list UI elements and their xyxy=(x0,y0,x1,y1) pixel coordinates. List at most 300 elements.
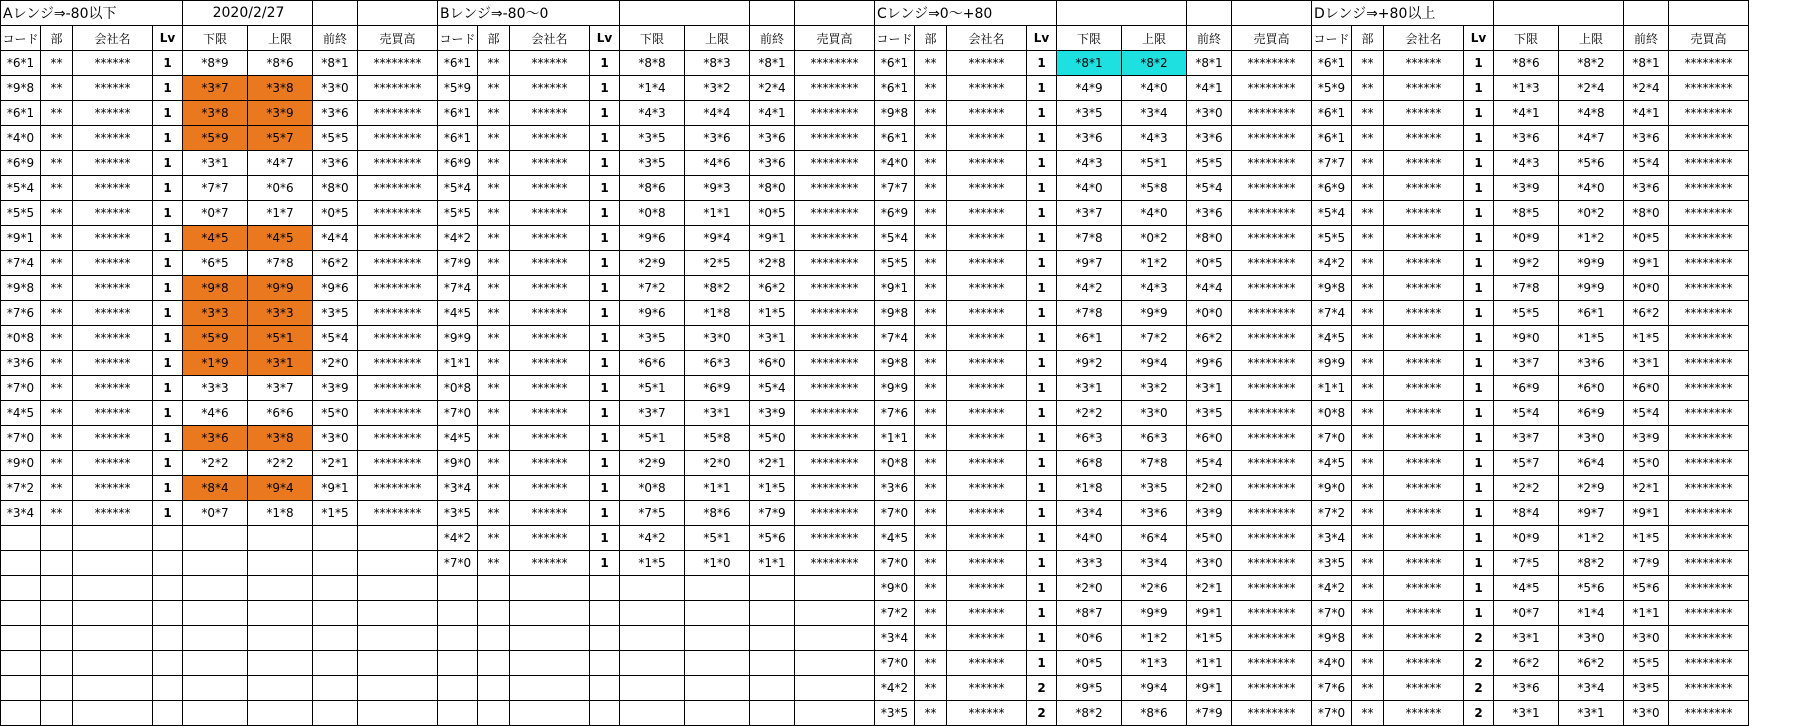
upper-limit-cell[interactable]: *9*4 xyxy=(685,226,750,251)
lv-cell[interactable]: 1 xyxy=(153,226,183,251)
empty-cell[interactable] xyxy=(358,701,438,726)
company-name-cell[interactable]: ****** xyxy=(1384,151,1464,176)
empty-cell[interactable] xyxy=(795,601,875,626)
company-name-cell[interactable]: ****** xyxy=(510,151,590,176)
prev-close-cell[interactable]: *7*9 xyxy=(1187,701,1232,726)
volume-cell[interactable]: ******** xyxy=(1669,276,1749,301)
company-name-cell[interactable]: ****** xyxy=(947,176,1027,201)
code-cell[interactable]: *0*8 xyxy=(875,451,915,476)
bu-cell[interactable]: ** xyxy=(1352,401,1384,426)
lower-limit-cell[interactable]: *9*2 xyxy=(1494,251,1559,276)
lower-limit-cell[interactable]: *4*3 xyxy=(620,101,685,126)
lower-limit-cell[interactable]: *3*5 xyxy=(620,151,685,176)
prev-close-cell[interactable]: *3*1 xyxy=(1624,351,1669,376)
upper-limit-cell[interactable]: *9*3 xyxy=(685,176,750,201)
empty-cell[interactable] xyxy=(685,676,750,701)
lower-limit-cell[interactable]: *6*3 xyxy=(1057,426,1122,451)
upper-limit-cell[interactable]: *8*6 xyxy=(685,501,750,526)
lv-cell[interactable]: 1 xyxy=(590,51,620,76)
bu-cell[interactable]: ** xyxy=(915,376,947,401)
lower-limit-cell[interactable]: *6*6 xyxy=(620,351,685,376)
empty-cell[interactable] xyxy=(153,701,183,726)
company-name-cell[interactable]: ****** xyxy=(947,476,1027,501)
bu-cell[interactable]: ** xyxy=(1352,251,1384,276)
upper-limit-cell[interactable]: *1*3 xyxy=(1122,651,1187,676)
lower-limit-cell[interactable]: *4*3 xyxy=(1494,151,1559,176)
company-name-cell[interactable]: ****** xyxy=(73,276,153,301)
code-cell[interactable]: *5*5 xyxy=(438,201,478,226)
company-name-cell[interactable]: ****** xyxy=(947,376,1027,401)
empty-cell[interactable] xyxy=(795,651,875,676)
prev-close-cell[interactable]: *9*1 xyxy=(1624,501,1669,526)
bu-cell[interactable]: ** xyxy=(915,276,947,301)
volume-cell[interactable]: ******** xyxy=(358,476,438,501)
volume-cell[interactable]: ******** xyxy=(795,376,875,401)
company-name-cell[interactable]: ****** xyxy=(1384,601,1464,626)
lower-limit-cell[interactable]: *4*2 xyxy=(1057,276,1122,301)
company-name-cell[interactable]: ****** xyxy=(1384,626,1464,651)
bu-cell[interactable]: ** xyxy=(1352,51,1384,76)
header-upper[interactable]: 上限 xyxy=(1559,26,1624,51)
upper-limit-cell[interactable]: *6*3 xyxy=(1122,426,1187,451)
lv-cell[interactable]: 1 xyxy=(153,476,183,501)
prev-close-cell[interactable]: *0*5 xyxy=(1187,251,1232,276)
empty-cell[interactable] xyxy=(438,626,478,651)
volume-cell[interactable]: ******** xyxy=(795,501,875,526)
volume-cell[interactable]: ******** xyxy=(795,476,875,501)
prev-close-cell[interactable]: *5*0 xyxy=(313,401,358,426)
bu-cell[interactable]: ** xyxy=(915,101,947,126)
bu-cell[interactable]: ** xyxy=(478,126,510,151)
bu-cell[interactable]: ** xyxy=(41,251,73,276)
bu-cell[interactable]: ** xyxy=(915,326,947,351)
prev-close-cell[interactable]: *5*5 xyxy=(1187,151,1232,176)
prev-close-cell[interactable]: *8*0 xyxy=(750,176,795,201)
lower-limit-cell[interactable]: *1*5 xyxy=(620,551,685,576)
bu-cell[interactable]: ** xyxy=(915,451,947,476)
lv-cell[interactable]: 1 xyxy=(1464,226,1494,251)
code-cell[interactable]: *7*0 xyxy=(1,376,41,401)
upper-limit-cell[interactable]: *3*0 xyxy=(1559,426,1624,451)
volume-cell[interactable]: ******** xyxy=(1669,201,1749,226)
upper-limit-cell[interactable]: *2*0 xyxy=(685,451,750,476)
prev-close-cell[interactable]: *4*4 xyxy=(1187,276,1232,301)
code-cell[interactable]: *6*1 xyxy=(875,126,915,151)
bu-cell[interactable]: ** xyxy=(41,101,73,126)
prev-close-cell[interactable]: *6*0 xyxy=(1624,376,1669,401)
lower-limit-cell[interactable]: *4*1 xyxy=(1494,101,1559,126)
volume-cell[interactable]: ******** xyxy=(1232,701,1312,726)
bu-cell[interactable]: ** xyxy=(915,151,947,176)
lv-cell[interactable]: 1 xyxy=(1027,301,1057,326)
volume-cell[interactable]: ******** xyxy=(1232,601,1312,626)
bu-cell[interactable]: ** xyxy=(478,326,510,351)
bu-cell[interactable]: ** xyxy=(1352,176,1384,201)
empty-cell[interactable] xyxy=(795,701,875,726)
empty-cell[interactable] xyxy=(313,551,358,576)
lv-cell[interactable]: 2 xyxy=(1027,701,1057,726)
bu-cell[interactable]: ** xyxy=(41,451,73,476)
lv-cell[interactable]: 1 xyxy=(1027,451,1057,476)
volume-cell[interactable]: ******** xyxy=(1669,226,1749,251)
lv-cell[interactable]: 2 xyxy=(1464,626,1494,651)
empty-cell[interactable] xyxy=(620,676,685,701)
prev-close-cell[interactable]: *6*2 xyxy=(750,276,795,301)
prev-close-cell[interactable]: *9*1 xyxy=(1187,676,1232,701)
bu-cell[interactable]: ** xyxy=(478,51,510,76)
lower-limit-cell[interactable]: *2*2 xyxy=(1494,476,1559,501)
code-cell[interactable]: *7*2 xyxy=(1,476,41,501)
lower-limit-cell[interactable]: *6*8 xyxy=(1057,451,1122,476)
volume-cell[interactable]: ******** xyxy=(1232,276,1312,301)
prev-close-cell[interactable]: *3*6 xyxy=(313,151,358,176)
empty-cell[interactable] xyxy=(438,701,478,726)
company-name-cell[interactable]: ****** xyxy=(510,351,590,376)
header-lv[interactable]: Lv xyxy=(153,26,183,51)
company-name-cell[interactable]: ****** xyxy=(1384,376,1464,401)
prev-close-cell[interactable]: *3*6 xyxy=(1187,126,1232,151)
company-name-cell[interactable]: ****** xyxy=(73,351,153,376)
company-name-cell[interactable]: ****** xyxy=(73,176,153,201)
lower-limit-cell[interactable]: *0*9 xyxy=(1494,526,1559,551)
prev-close-cell[interactable]: *2*4 xyxy=(750,76,795,101)
code-cell[interactable]: *6*1 xyxy=(1312,51,1352,76)
code-cell[interactable]: *6*1 xyxy=(1,51,41,76)
lower-limit-cell[interactable]: *4*9 xyxy=(1057,76,1122,101)
code-cell[interactable]: *3*4 xyxy=(438,476,478,501)
volume-cell[interactable]: ******** xyxy=(795,426,875,451)
lv-cell[interactable]: 1 xyxy=(1464,526,1494,551)
empty-cell[interactable] xyxy=(41,526,73,551)
prev-close-cell[interactable]: *4*4 xyxy=(313,226,358,251)
bu-cell[interactable]: ** xyxy=(41,426,73,451)
volume-cell[interactable]: ******** xyxy=(1669,51,1749,76)
volume-cell[interactable]: ******** xyxy=(358,451,438,476)
company-name-cell[interactable]: ****** xyxy=(510,401,590,426)
bu-cell[interactable]: ** xyxy=(915,576,947,601)
prev-close-cell[interactable]: *4*1 xyxy=(750,101,795,126)
lv-cell[interactable]: 1 xyxy=(1027,601,1057,626)
bu-cell[interactable]: ** xyxy=(915,426,947,451)
empty-cell[interactable] xyxy=(73,626,153,651)
prev-close-cell[interactable]: *3*5 xyxy=(313,301,358,326)
lower-limit-cell[interactable]: *8*6 xyxy=(1494,51,1559,76)
empty-cell[interactable] xyxy=(313,626,358,651)
empty-cell[interactable] xyxy=(1624,1,1669,26)
lower-limit-cell[interactable]: *5*9 xyxy=(183,326,248,351)
upper-limit-cell[interactable]: *0*6 xyxy=(248,176,313,201)
empty-cell[interactable] xyxy=(510,651,590,676)
empty-cell[interactable] xyxy=(478,651,510,676)
lv-cell[interactable]: 1 xyxy=(153,126,183,151)
prev-close-cell[interactable]: *5*0 xyxy=(1624,451,1669,476)
lv-cell[interactable]: 1 xyxy=(153,151,183,176)
bu-cell[interactable]: ** xyxy=(915,626,947,651)
lv-cell[interactable]: 1 xyxy=(1027,401,1057,426)
company-name-cell[interactable]: ****** xyxy=(1384,451,1464,476)
empty-cell[interactable] xyxy=(750,676,795,701)
upper-limit-cell[interactable]: *5*6 xyxy=(1559,151,1624,176)
bu-cell[interactable]: ** xyxy=(1352,576,1384,601)
company-name-cell[interactable]: ****** xyxy=(73,151,153,176)
bu-cell[interactable]: ** xyxy=(1352,476,1384,501)
lv-cell[interactable]: 1 xyxy=(1464,251,1494,276)
volume-cell[interactable]: ******** xyxy=(1669,126,1749,151)
empty-cell[interactable] xyxy=(248,601,313,626)
bu-cell[interactable]: ** xyxy=(1352,676,1384,701)
lower-limit-cell[interactable]: *3*6 xyxy=(1494,126,1559,151)
upper-limit-cell[interactable]: *5*7 xyxy=(248,126,313,151)
code-cell[interactable]: *6*1 xyxy=(1312,126,1352,151)
company-name-cell[interactable]: ****** xyxy=(1384,126,1464,151)
lv-cell[interactable]: 1 xyxy=(1027,251,1057,276)
lower-limit-cell[interactable]: *3*5 xyxy=(1057,101,1122,126)
volume-cell[interactable]: ******** xyxy=(1669,376,1749,401)
empty-cell[interactable] xyxy=(1,551,41,576)
code-cell[interactable]: *7*7 xyxy=(1312,151,1352,176)
bu-cell[interactable]: ** xyxy=(478,426,510,451)
upper-limit-cell[interactable]: *3*0 xyxy=(1122,401,1187,426)
volume-cell[interactable]: ******** xyxy=(1232,76,1312,101)
empty-cell[interactable] xyxy=(358,1,438,26)
lower-limit-cell[interactable]: *0*8 xyxy=(620,201,685,226)
bu-cell[interactable]: ** xyxy=(1352,376,1384,401)
lower-limit-cell[interactable]: *7*8 xyxy=(1057,226,1122,251)
empty-cell[interactable] xyxy=(313,1,358,26)
bu-cell[interactable]: ** xyxy=(915,126,947,151)
header-upper[interactable]: 上限 xyxy=(1122,26,1187,51)
lv-cell[interactable]: 1 xyxy=(590,301,620,326)
code-cell[interactable]: *6*9 xyxy=(438,151,478,176)
code-cell[interactable]: *7*7 xyxy=(875,176,915,201)
lower-limit-cell[interactable]: *3*3 xyxy=(183,301,248,326)
lower-limit-cell[interactable]: *3*7 xyxy=(183,76,248,101)
bu-cell[interactable]: ** xyxy=(915,676,947,701)
upper-limit-cell[interactable]: *7*2 xyxy=(1122,326,1187,351)
upper-limit-cell[interactable]: *3*4 xyxy=(1122,551,1187,576)
header-name[interactable]: 会社名 xyxy=(947,26,1027,51)
volume-cell[interactable]: ******** xyxy=(1232,51,1312,76)
code-cell[interactable]: *6*1 xyxy=(438,51,478,76)
lower-limit-cell[interactable]: *3*1 xyxy=(1494,701,1559,726)
code-cell[interactable]: *7*4 xyxy=(438,276,478,301)
empty-cell[interactable] xyxy=(795,676,875,701)
prev-close-cell[interactable]: *0*0 xyxy=(1624,276,1669,301)
lower-limit-cell[interactable]: *2*2 xyxy=(183,451,248,476)
lower-limit-cell[interactable]: *6*9 xyxy=(1494,376,1559,401)
volume-cell[interactable]: ******** xyxy=(1669,551,1749,576)
code-cell[interactable]: *4*2 xyxy=(875,676,915,701)
lower-limit-cell[interactable]: *5*9 xyxy=(183,126,248,151)
prev-close-cell[interactable]: *8*0 xyxy=(313,176,358,201)
prev-close-cell[interactable]: *2*0 xyxy=(313,351,358,376)
code-cell[interactable]: *5*5 xyxy=(1312,226,1352,251)
upper-limit-cell[interactable]: *2*5 xyxy=(685,251,750,276)
company-name-cell[interactable]: ****** xyxy=(510,101,590,126)
lower-limit-cell[interactable]: *3*5 xyxy=(620,126,685,151)
company-name-cell[interactable]: ****** xyxy=(947,226,1027,251)
volume-cell[interactable]: ******** xyxy=(1232,101,1312,126)
code-cell[interactable]: *6*1 xyxy=(875,76,915,101)
volume-cell[interactable]: ******** xyxy=(1232,551,1312,576)
code-cell[interactable]: *9*8 xyxy=(875,351,915,376)
code-cell[interactable]: *6*1 xyxy=(438,101,478,126)
lv-cell[interactable]: 1 xyxy=(153,76,183,101)
upper-limit-cell[interactable]: *3*1 xyxy=(1559,701,1624,726)
volume-cell[interactable]: ******** xyxy=(1669,101,1749,126)
prev-close-cell[interactable]: *4*1 xyxy=(1624,101,1669,126)
empty-cell[interactable] xyxy=(750,626,795,651)
lv-cell[interactable]: 1 xyxy=(1464,476,1494,501)
lv-cell[interactable]: 1 xyxy=(590,151,620,176)
lower-limit-cell[interactable]: *3*1 xyxy=(1057,376,1122,401)
code-cell[interactable]: *5*9 xyxy=(438,76,478,101)
empty-cell[interactable] xyxy=(313,701,358,726)
lower-limit-cell[interactable]: *8*6 xyxy=(620,176,685,201)
company-name-cell[interactable]: ****** xyxy=(1384,51,1464,76)
company-name-cell[interactable]: ****** xyxy=(73,476,153,501)
company-name-cell[interactable]: ****** xyxy=(510,76,590,101)
volume-cell[interactable]: ******** xyxy=(358,251,438,276)
prev-close-cell[interactable]: *1*5 xyxy=(750,476,795,501)
prev-close-cell[interactable]: *1*5 xyxy=(1187,626,1232,651)
lv-cell[interactable]: 1 xyxy=(153,401,183,426)
volume-cell[interactable]: ******** xyxy=(1669,176,1749,201)
code-cell[interactable]: *4*5 xyxy=(438,301,478,326)
prev-close-cell[interactable]: *0*5 xyxy=(313,201,358,226)
volume-cell[interactable]: ******** xyxy=(1669,476,1749,501)
volume-cell[interactable]: ******** xyxy=(358,401,438,426)
company-name-cell[interactable]: ****** xyxy=(1384,651,1464,676)
lower-limit-cell[interactable]: *7*8 xyxy=(1494,276,1559,301)
empty-cell[interactable] xyxy=(41,551,73,576)
lv-cell[interactable]: 1 xyxy=(1027,476,1057,501)
prev-close-cell[interactable]: *1*5 xyxy=(1624,526,1669,551)
company-name-cell[interactable]: ****** xyxy=(73,101,153,126)
company-name-cell[interactable]: ****** xyxy=(1384,76,1464,101)
lower-limit-cell[interactable]: *9*2 xyxy=(1057,351,1122,376)
lower-limit-cell[interactable]: *3*6 xyxy=(183,426,248,451)
empty-cell[interactable] xyxy=(73,576,153,601)
volume-cell[interactable]: ******** xyxy=(1669,301,1749,326)
bu-cell[interactable]: ** xyxy=(478,401,510,426)
empty-cell[interactable] xyxy=(590,576,620,601)
lower-limit-cell[interactable]: *0*7 xyxy=(1494,601,1559,626)
lv-cell[interactable]: 1 xyxy=(1464,101,1494,126)
lv-cell[interactable]: 1 xyxy=(590,326,620,351)
bu-cell[interactable]: ** xyxy=(1352,126,1384,151)
upper-limit-cell[interactable]: *8*2 xyxy=(1122,51,1187,76)
lv-cell[interactable]: 1 xyxy=(153,176,183,201)
code-cell[interactable]: *7*0 xyxy=(438,551,478,576)
bu-cell[interactable]: ** xyxy=(1352,76,1384,101)
header-lower[interactable]: 下限 xyxy=(1494,26,1559,51)
company-name-cell[interactable]: ****** xyxy=(947,201,1027,226)
upper-limit-cell[interactable]: *5*1 xyxy=(1122,151,1187,176)
upper-limit-cell[interactable]: *3*6 xyxy=(685,126,750,151)
lower-limit-cell[interactable]: *4*3 xyxy=(1057,151,1122,176)
lower-limit-cell[interactable]: *8*5 xyxy=(1494,201,1559,226)
lower-limit-cell[interactable]: *3*8 xyxy=(183,101,248,126)
bu-cell[interactable]: ** xyxy=(478,276,510,301)
lv-cell[interactable]: 1 xyxy=(590,501,620,526)
company-name-cell[interactable]: ****** xyxy=(510,476,590,501)
company-name-cell[interactable]: ****** xyxy=(947,626,1027,651)
upper-limit-cell[interactable]: *4*3 xyxy=(1122,126,1187,151)
upper-limit-cell[interactable]: *9*9 xyxy=(1559,251,1624,276)
volume-cell[interactable]: ******** xyxy=(358,276,438,301)
lower-limit-cell[interactable]: *0*9 xyxy=(1494,226,1559,251)
code-cell[interactable]: *7*4 xyxy=(1312,301,1352,326)
lower-limit-cell[interactable]: *3*3 xyxy=(1057,551,1122,576)
empty-cell[interactable] xyxy=(510,601,590,626)
company-name-cell[interactable]: ****** xyxy=(1384,276,1464,301)
prev-close-cell[interactable]: *5*5 xyxy=(1624,651,1669,676)
code-cell[interactable]: *5*9 xyxy=(1312,76,1352,101)
company-name-cell[interactable]: ****** xyxy=(947,251,1027,276)
prev-close-cell[interactable]: *3*0 xyxy=(313,426,358,451)
code-cell[interactable]: *7*9 xyxy=(438,251,478,276)
lower-limit-cell[interactable]: *0*7 xyxy=(183,501,248,526)
bu-cell[interactable]: ** xyxy=(41,126,73,151)
lv-cell[interactable]: 1 xyxy=(1027,126,1057,151)
upper-limit-cell[interactable]: *4*0 xyxy=(1122,201,1187,226)
lower-limit-cell[interactable]: *9*6 xyxy=(620,301,685,326)
upper-limit-cell[interactable]: *4*3 xyxy=(1122,276,1187,301)
code-cell[interactable]: *9*8 xyxy=(875,101,915,126)
empty-cell[interactable] xyxy=(358,626,438,651)
empty-cell[interactable] xyxy=(510,626,590,651)
prev-close-cell[interactable]: *9*1 xyxy=(750,226,795,251)
upper-limit-cell[interactable]: *5*8 xyxy=(1122,176,1187,201)
lower-limit-cell[interactable]: *5*4 xyxy=(1494,401,1559,426)
volume-cell[interactable]: ******** xyxy=(1232,676,1312,701)
upper-limit-cell[interactable]: *2*6 xyxy=(1122,576,1187,601)
code-cell[interactable]: *7*0 xyxy=(438,401,478,426)
header-name[interactable]: 会社名 xyxy=(73,26,153,51)
upper-limit-cell[interactable]: *5*1 xyxy=(248,326,313,351)
lv-cell[interactable]: 1 xyxy=(590,376,620,401)
code-cell[interactable]: *3*4 xyxy=(1,501,41,526)
lv-cell[interactable]: 2 xyxy=(1464,651,1494,676)
lv-cell[interactable]: 1 xyxy=(1464,601,1494,626)
header-lower[interactable]: 下限 xyxy=(620,26,685,51)
prev-close-cell[interactable]: *3*9 xyxy=(1187,501,1232,526)
lower-limit-cell[interactable]: *8*2 xyxy=(1057,701,1122,726)
lv-cell[interactable]: 1 xyxy=(1464,351,1494,376)
lv-cell[interactable]: 1 xyxy=(153,326,183,351)
header-code[interactable]: コード xyxy=(875,26,915,51)
upper-limit-cell[interactable]: *8*6 xyxy=(248,51,313,76)
lower-limit-cell[interactable]: *9*8 xyxy=(183,276,248,301)
bu-cell[interactable]: ** xyxy=(478,201,510,226)
lower-limit-cell[interactable]: *6*5 xyxy=(183,251,248,276)
company-name-cell[interactable]: ****** xyxy=(73,126,153,151)
bu-cell[interactable]: ** xyxy=(478,501,510,526)
lv-cell[interactable]: 1 xyxy=(590,226,620,251)
empty-cell[interactable] xyxy=(478,701,510,726)
code-cell[interactable]: *9*0 xyxy=(875,576,915,601)
volume-cell[interactable]: ******** xyxy=(358,76,438,101)
empty-cell[interactable] xyxy=(153,626,183,651)
volume-cell[interactable]: ******** xyxy=(358,126,438,151)
bu-cell[interactable]: ** xyxy=(915,401,947,426)
prev-close-cell[interactable]: *5*4 xyxy=(1624,401,1669,426)
upper-limit-cell[interactable]: *4*0 xyxy=(1122,76,1187,101)
prev-close-cell[interactable]: *5*4 xyxy=(750,376,795,401)
empty-cell[interactable] xyxy=(750,701,795,726)
lower-limit-cell[interactable]: *4*0 xyxy=(1057,526,1122,551)
